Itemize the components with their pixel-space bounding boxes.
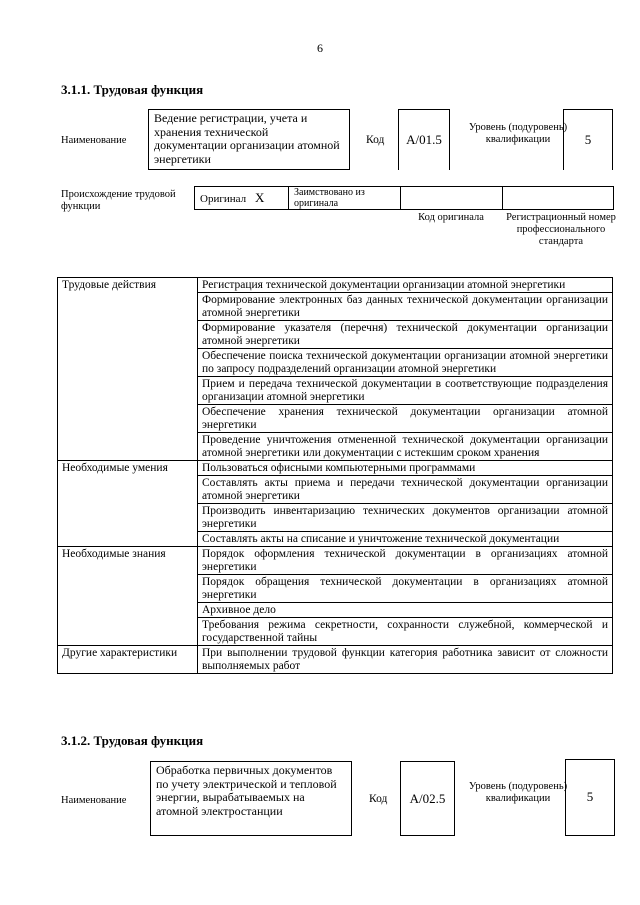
origin-label: Происхождение трудовой функции — [61, 189, 176, 212]
table-row: Регистрация технической документации организации атомной энергетики — [198, 278, 613, 293]
origin-divider — [400, 186, 401, 210]
table-row: При выполнении трудовой функции категория работника зависит от сложности выполняемых работ — [198, 646, 613, 674]
level-value-1: 5 — [563, 109, 613, 170]
name-label-1: Наименование — [61, 135, 127, 146]
level-label-1: Уровень (подуровень) квалификации — [468, 122, 568, 145]
origin-grid — [194, 186, 614, 210]
table-row: Прием и передача технической документации в соответствующие подразделения организации атомной энергетики — [198, 377, 613, 405]
code-label-1: Код — [366, 134, 385, 146]
name-label-2: Наименование — [61, 795, 127, 806]
name-value-1: Ведение регистрации, учета и хранения технической документации организации атомной энергетики — [148, 109, 350, 170]
table-row: Пользоваться офисными компьютерными программами — [198, 461, 613, 476]
reg-number-label: Регистрационный номер профессионального стандарта — [506, 212, 616, 247]
table-row: Формирование электронных баз данных технической документации организации атомной энергетики — [198, 293, 613, 321]
code-value-1: А/01.5 — [398, 109, 450, 170]
page-number: 6 — [317, 41, 323, 55]
original-code-label: Код оригинала — [418, 212, 484, 223]
table-row: Архивное дело — [198, 603, 613, 618]
category-knowledge: Необходимые знания — [58, 547, 198, 646]
table-row: Порядок обращения технической документации в организациях атомной энергетики — [198, 575, 613, 603]
code-label-2: Код — [369, 793, 388, 805]
table-row: Обеспечение хранения технической документации организации атомной энергетики — [198, 405, 613, 433]
borrowed-label: Заимствовано из оригинала — [294, 187, 365, 209]
table-row: Производить инвентаризацию технических документов организации атомной энергетики — [198, 504, 613, 532]
table-row: Составлять акты приема и передачи технической документации организации атомной энергетики — [198, 476, 613, 504]
name-value-2: Обработка первичных документов по учету электрической и тепловой энергии, вырабатываемых на атомной электростанции — [150, 761, 352, 836]
activities-table — [57, 277, 613, 674]
category-skills: Необходимые умения — [58, 461, 198, 547]
original-label: Оригинал — [200, 193, 247, 205]
level-label-2: Уровень (подуровень) квалификации — [468, 781, 568, 804]
category-labor-actions: Трудовые действия — [58, 278, 198, 461]
section-title-2: 3.1.2. Трудовая функция — [61, 733, 204, 748]
table-row: Требования режима секретности, сохранности служебной, коммерческой и государственной тайны — [198, 618, 613, 646]
table-row: Обеспечение поиска технической документации организации атомной энергетики по запросу подразделений организации атомной энергетики — [198, 349, 613, 377]
category-other: Другие характеристики — [58, 646, 198, 674]
code-value-2: А/02.5 — [400, 761, 455, 836]
origin-divider — [288, 186, 289, 210]
table-row: Формирование указателя (перечня) технической документации организации атомной энергетики — [198, 321, 613, 349]
original-mark: X — [255, 190, 265, 205]
section-title-1: 3.1.1. Трудовая функция — [61, 82, 204, 97]
table-row: Проведение уничтожения отмененной технической документации организации атомной энергетики или документации с истекшим сроком хранения — [198, 433, 613, 461]
table-row: Составлять акты на списание и уничтожение технической документации — [198, 532, 613, 547]
table-row: Порядок оформления технической документации в организациях атомной энергетики — [198, 547, 613, 575]
level-value-2: 5 — [565, 759, 615, 836]
origin-divider — [502, 186, 503, 210]
